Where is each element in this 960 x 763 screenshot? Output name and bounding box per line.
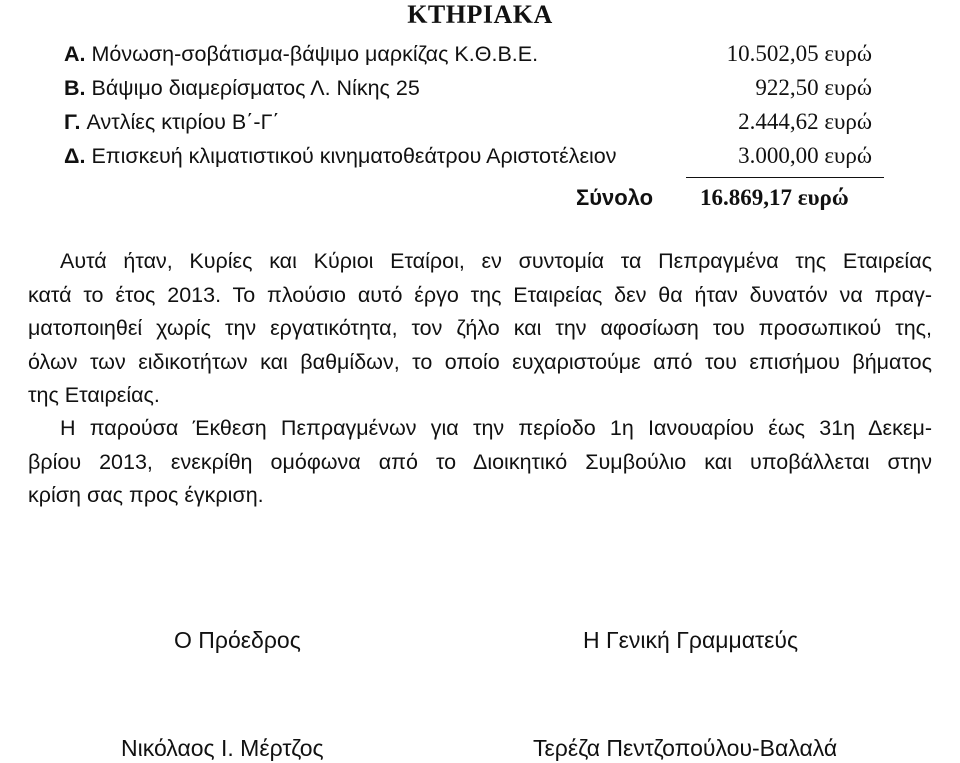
expense-item-b — [64, 71, 420, 105]
signature-name-secretary: Τερέζα Πεντζοπούλου-Βαλαλά — [533, 735, 838, 761]
item-amount: 10.502,05 ευρώ — [726, 41, 872, 66]
item-description: Επισκευή κλιματιστικού κινηματοθεάτρου Αριστοτέλειον — [91, 144, 617, 168]
text-line: ματοποιηθεί χωρίς την εργατικότητα, τον ζήλο και την αφοσίωση του προσωπικού της, — [28, 316, 932, 340]
item-amount: 3.000,00 ευρώ — [738, 143, 872, 168]
total-amount: 16.869,17 ευρώ — [700, 185, 849, 210]
item-letter: Α. — [64, 42, 86, 66]
section-title: ΚΤΗΡΙΑΚΑ — [407, 0, 553, 29]
item-description: Βάψιμο διαμερίσματος Λ. Νίκης 25 — [91, 76, 420, 100]
item-amount: 922,50 ευρώ — [755, 75, 872, 100]
text-line: όλων των ειδικοτήτων και βαθμίδων, το οποίο ευχαριστούμε από του επισήμου βήματος — [28, 349, 932, 374]
text-line: κατά το έτος 2013. Το πλούσιο αυτό έργο της Εταιρείας δεν θα ήταν δυνατόν να πραγ- — [28, 282, 932, 307]
total-label: Σύνολο — [576, 185, 654, 210]
paragraph-approval — [28, 412, 932, 513]
text-line: Αυτά ήταν, Κυρίες και Κύριοι Εταίροι, εν συντομία τα Πεπραγμένα της Εταιρείας — [60, 249, 932, 273]
signature-role-chairman: Ο Πρόεδρος — [174, 627, 301, 653]
expense-item-d — [64, 139, 617, 173]
item-description: Αντλίες κτιρίου Β΄-Γ΄ — [86, 110, 280, 134]
signature-name-chairman: Νικόλαος Ι. Μέρτζος — [121, 735, 324, 761]
item-description: Μόνωση-σοβάτισμα-βάψιμο μαρκίζας Κ.Θ.Β.Ε. — [91, 42, 539, 66]
expense-item-c — [64, 105, 280, 139]
total-rule — [686, 177, 884, 178]
item-letter: Δ. — [64, 144, 86, 168]
item-letter: Γ. — [64, 110, 81, 134]
text-line: Η παρούσα Έκθεση Πεπραγμένων για την περίοδο 1η Ιανουαρίου έως 31η Δεκεμ- — [60, 416, 932, 440]
text-line: της Εταιρείας. — [28, 383, 160, 407]
signature-role-secretary: Η Γενική Γραμματεύς — [583, 627, 799, 653]
text-line: κρίση σας προς έγκριση. — [28, 483, 264, 507]
text-line: βρίου 2013, ενεκρίθη ομόφωνα από το Διοικητικό Συμβούλιο και υποβάλλεται στην — [28, 449, 932, 474]
item-letter: Β. — [64, 76, 86, 100]
expense-item-a — [64, 37, 538, 71]
item-amount: 2.444,62 ευρώ — [738, 109, 872, 134]
paragraph-summary — [28, 245, 932, 413]
